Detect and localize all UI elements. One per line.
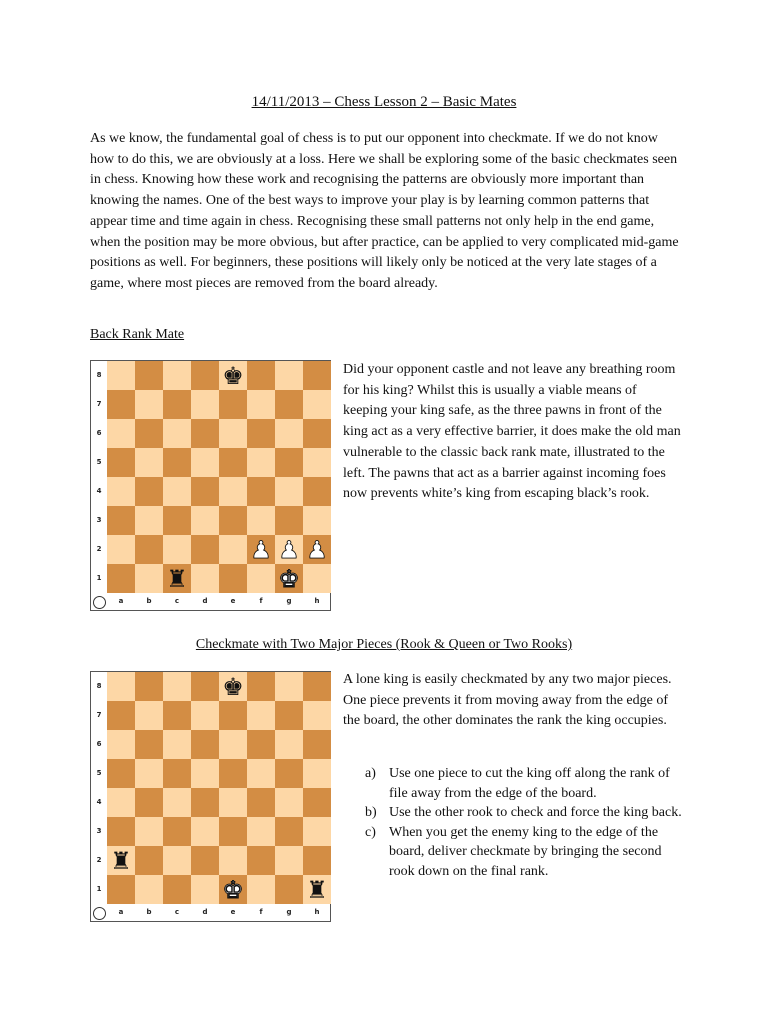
square-a3 (107, 506, 135, 535)
square-h6 (303, 730, 331, 759)
square-b2 (135, 846, 163, 875)
rank-label: 5 (96, 458, 102, 466)
file-label: g (286, 597, 292, 605)
square-f5 (247, 759, 275, 788)
square-f6 (247, 419, 275, 448)
square-e1 (219, 564, 247, 593)
square-g6 (275, 730, 303, 759)
square-e3 (219, 817, 247, 846)
square-a4 (107, 788, 135, 817)
file-label: d (202, 597, 208, 605)
chess-board-back-rank (90, 360, 331, 611)
square-d6 (191, 730, 219, 759)
white-king-icon: ♚ (278, 564, 300, 593)
square-c7 (163, 390, 191, 419)
square-f2 (247, 846, 275, 875)
square-h8 (303, 361, 331, 390)
file-label: a (118, 597, 124, 605)
square-c2 (163, 535, 191, 564)
square-a8 (107, 361, 135, 390)
black-king-icon: ♚ (222, 672, 244, 701)
square-d2 (191, 846, 219, 875)
square-b8 (135, 672, 163, 701)
board-squares (107, 361, 331, 593)
square-h3 (303, 506, 331, 535)
square-g1 (275, 875, 303, 904)
step-item (365, 764, 685, 803)
square-h2 (303, 846, 331, 875)
square-g4 (275, 788, 303, 817)
square-g8 (275, 672, 303, 701)
square-b3 (135, 817, 163, 846)
black-rook-icon: ♜ (166, 564, 188, 593)
back-rank-mate-heading: Back Rank Mate (90, 327, 185, 342)
square-b4 (135, 477, 163, 506)
square-g6 (275, 419, 303, 448)
rank-label: 7 (96, 400, 102, 408)
file-label: c (174, 597, 180, 605)
square-g2 (275, 846, 303, 875)
file-label: e (230, 597, 236, 605)
rank-label: 3 (96, 827, 102, 835)
square-c3 (163, 506, 191, 535)
square-h4 (303, 477, 331, 506)
square-e7 (219, 701, 247, 730)
turn-indicator-icon (93, 907, 106, 920)
square-b5 (135, 759, 163, 788)
rank-label: 1 (96, 885, 102, 893)
square-d3 (191, 817, 219, 846)
square-e7 (219, 390, 247, 419)
square-c4 (163, 788, 191, 817)
file-label: e (230, 908, 236, 916)
square-a3 (107, 817, 135, 846)
square-c5 (163, 759, 191, 788)
square-e3 (219, 506, 247, 535)
square-f1 (247, 875, 275, 904)
rank-labels (91, 361, 107, 593)
square-g7 (275, 701, 303, 730)
white-pawn-icon: ♟ (306, 535, 328, 564)
square-g3 (275, 817, 303, 846)
square-h5 (303, 448, 331, 477)
file-label: b (146, 908, 152, 916)
step-text: Use one piece to cut the king off along the rank of file away from the edge of the board. (389, 766, 670, 801)
rank-labels (91, 672, 107, 904)
step-text: When you get the enemy king to the edge of the board, deliver checkmate by bringing the second rook down on the final rank. (389, 824, 662, 879)
rank-label: 8 (96, 371, 102, 379)
page-title: 14/11/2013 – Chess Lesson 2 – Basic Mates (251, 94, 517, 110)
square-g4 (275, 477, 303, 506)
square-e8 (219, 672, 247, 701)
two-major-pieces-text: A lone king is easily checkmated by any two major pieces. One piece prevents it from moving away from the edge of the board, the other dominates the rank the king occupies. (343, 672, 672, 729)
square-b1 (135, 564, 163, 593)
square-d4 (191, 477, 219, 506)
square-a1 (107, 564, 135, 593)
square-h5 (303, 759, 331, 788)
square-e2 (219, 535, 247, 564)
file-label: a (118, 908, 124, 916)
square-c5 (163, 448, 191, 477)
square-g7 (275, 390, 303, 419)
square-c8 (163, 361, 191, 390)
file-label: h (314, 597, 320, 605)
board-squares (107, 672, 331, 904)
chess-board-two-major-pieces (90, 671, 331, 922)
square-h7 (303, 390, 331, 419)
square-a5 (107, 759, 135, 788)
square-f5 (247, 448, 275, 477)
black-rook-icon: ♜ (110, 846, 132, 875)
square-a4 (107, 477, 135, 506)
file-label: f (259, 908, 263, 916)
square-a5 (107, 448, 135, 477)
rank-label: 7 (96, 711, 102, 719)
square-f3 (247, 506, 275, 535)
square-f8 (247, 672, 275, 701)
square-b6 (135, 419, 163, 448)
square-h8 (303, 672, 331, 701)
rank-label: 4 (96, 487, 102, 495)
square-e1 (219, 875, 247, 904)
square-d2 (191, 535, 219, 564)
square-e4 (219, 477, 247, 506)
step-marker: c) (365, 824, 376, 840)
rank-label: 6 (96, 740, 102, 748)
step-text: Use the other rook to check and force the king back. (389, 805, 682, 820)
square-g5 (275, 759, 303, 788)
square-a6 (107, 419, 135, 448)
square-g8 (275, 361, 303, 390)
square-e5 (219, 448, 247, 477)
rank-label: 2 (96, 545, 102, 553)
white-king-icon: ♚ (222, 875, 244, 904)
square-f4 (247, 788, 275, 817)
square-f6 (247, 730, 275, 759)
step-marker: b) (365, 805, 377, 820)
steps-list (365, 764, 685, 881)
square-b8 (135, 361, 163, 390)
square-c6 (163, 419, 191, 448)
square-b1 (135, 875, 163, 904)
square-b2 (135, 535, 163, 564)
square-a7 (107, 390, 135, 419)
square-g3 (275, 506, 303, 535)
rank-label: 3 (96, 516, 102, 524)
file-label: h (314, 908, 320, 916)
square-d4 (191, 788, 219, 817)
square-d6 (191, 419, 219, 448)
square-d1 (191, 875, 219, 904)
square-h1 (303, 564, 331, 593)
square-b5 (135, 448, 163, 477)
rank-label: 2 (96, 856, 102, 864)
square-h3 (303, 817, 331, 846)
square-b3 (135, 506, 163, 535)
square-f7 (247, 390, 275, 419)
square-f2 (247, 535, 275, 564)
square-e6 (219, 730, 247, 759)
square-d5 (191, 759, 219, 788)
square-g2 (275, 535, 303, 564)
white-pawn-icon: ♟ (250, 535, 272, 564)
square-g1 (275, 564, 303, 593)
file-label: c (174, 908, 180, 916)
square-a2 (107, 535, 135, 564)
file-label: g (286, 908, 292, 916)
square-c3 (163, 817, 191, 846)
back-rank-mate-text: Did your opponent castle and not leave any breathing room for his king? Whilst this is usually a viable means of keeping your king safe, as the three pawns in front of the king act as a very effective barrier, it does make the old man vulnerable to the classic back rank mate, illustrated to the left. The pawns that act as a barrier against incoming foes now prevents white’s king from escaping black’s rook. (343, 362, 681, 502)
white-pawn-icon: ♟ (278, 535, 300, 564)
square-h1 (303, 875, 331, 904)
square-f3 (247, 817, 275, 846)
square-d1 (191, 564, 219, 593)
square-f1 (247, 564, 275, 593)
square-h7 (303, 701, 331, 730)
square-b7 (135, 701, 163, 730)
file-label: d (202, 908, 208, 916)
square-e4 (219, 788, 247, 817)
square-e2 (219, 846, 247, 875)
square-a1 (107, 875, 135, 904)
square-c6 (163, 730, 191, 759)
square-h6 (303, 419, 331, 448)
square-g5 (275, 448, 303, 477)
square-a6 (107, 730, 135, 759)
square-b6 (135, 730, 163, 759)
square-c2 (163, 846, 191, 875)
square-a2 (107, 846, 135, 875)
step-marker: a) (365, 766, 376, 781)
square-d3 (191, 506, 219, 535)
square-d7 (191, 390, 219, 419)
square-d8 (191, 672, 219, 701)
rank-label: 5 (96, 769, 102, 777)
rank-label: 8 (96, 682, 102, 690)
square-c7 (163, 701, 191, 730)
intro-paragraph: As we know, the fundamental goal of chess is to put our opponent into checkmate. If we do not know how to do this, we are obviously at a loss. Here we shall be exploring some of the basic checkmates seen in chess. Knowing how these work and recognising the patterns are obviously more important than knowing the names. One of the best ways to improve your play is by learning common patterns that appear time and time again in chess. Recognising these small patterns not only help in the end game, when the position may be more obvious, but after practice, can be applied to very complicated mid-game positions as well. For beginners, these positions will likely only be noticed at the very late stages of a game, where most pieces are removed from the board already. (90, 131, 679, 291)
rank-label: 4 (96, 798, 102, 806)
square-e5 (219, 759, 247, 788)
square-h4 (303, 788, 331, 817)
square-d8 (191, 361, 219, 390)
square-e6 (219, 419, 247, 448)
square-c4 (163, 477, 191, 506)
turn-indicator-icon (93, 596, 106, 609)
square-c1 (163, 564, 191, 593)
square-e8 (219, 361, 247, 390)
square-f4 (247, 477, 275, 506)
square-b7 (135, 390, 163, 419)
square-a7 (107, 701, 135, 730)
black-rook-icon: ♜ (306, 875, 328, 904)
square-b4 (135, 788, 163, 817)
square-f7 (247, 701, 275, 730)
square-c1 (163, 875, 191, 904)
square-f8 (247, 361, 275, 390)
file-labels (107, 593, 331, 610)
black-king-icon: ♚ (222, 361, 244, 390)
square-d5 (191, 448, 219, 477)
step-item (365, 823, 685, 882)
square-a8 (107, 672, 135, 701)
file-labels (107, 904, 331, 921)
rank-label: 6 (96, 429, 102, 437)
step-item (365, 803, 685, 823)
file-label: f (259, 597, 263, 605)
square-c8 (163, 672, 191, 701)
square-d7 (191, 701, 219, 730)
two-major-pieces-heading: Checkmate with Two Major Pieces (Rook & Queen or Two Rooks) (195, 637, 573, 652)
square-h2 (303, 535, 331, 564)
rank-label: 1 (96, 574, 102, 582)
file-label: b (146, 597, 152, 605)
